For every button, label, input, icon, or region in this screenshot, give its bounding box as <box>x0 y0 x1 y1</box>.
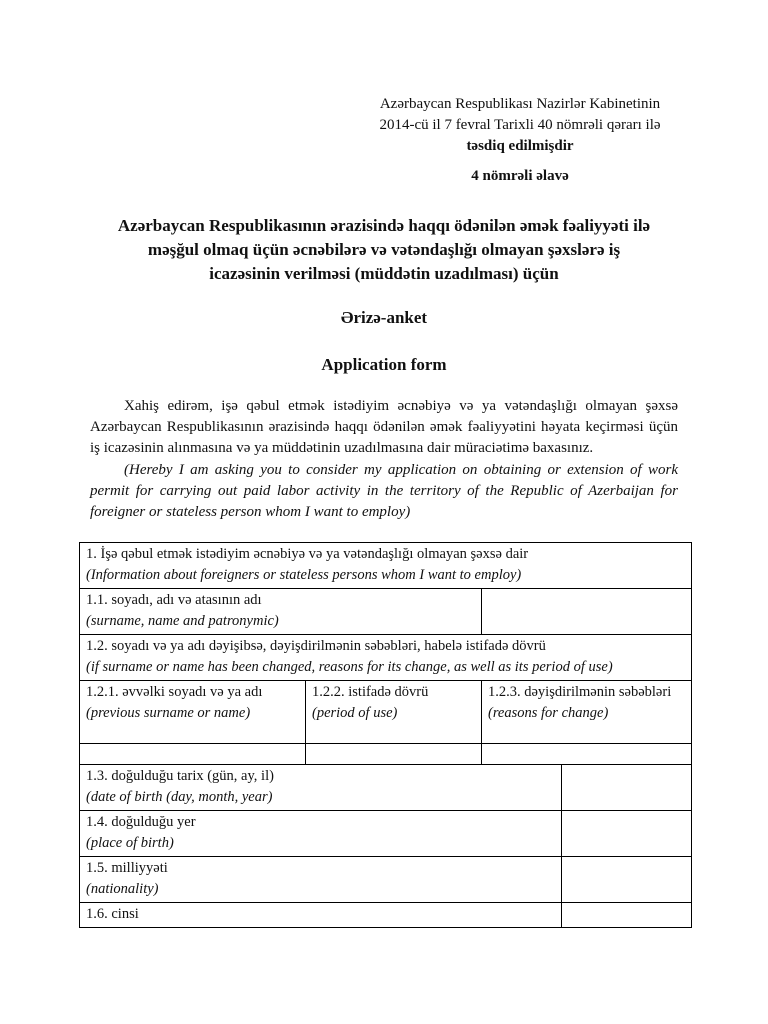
field-1-2-2-label-en: (period of use) <box>312 705 398 721</box>
field-1-1-row <box>80 589 692 635</box>
field-1-3-row <box>80 765 692 811</box>
field-1-3-label-cell <box>80 765 562 811</box>
field-1-4-row <box>80 811 692 857</box>
request-paragraph-az: Xahiş edirəm, işə qəbul etmək istədiyim əcnəbiyə və ya vətəndaşlığı olmayan şəxsə Azərbaycan Respublikasının ərazisində haqqı ödənilən əmək fəaliyyətini həyata keçirməsi üçün iş icazəsinin alınmasına və ya müddətinin uzadılmasına dair müraciətimə baxasınız. <box>90 398 678 456</box>
subtitle-english: Application form <box>321 355 447 374</box>
approval-block <box>300 94 740 187</box>
section-1-label-en: (Information about foreigners or stateless persons whom I want to employ) <box>86 567 522 583</box>
field-1-2-label-cell <box>80 635 692 681</box>
field-1-5-input[interactable] <box>562 857 692 903</box>
field-1-2-label: 1.2. soyadı və ya adı dəyişibsə, dəyişdirilmənin səbəbləri, habelə istifadə dövrü <box>86 638 546 654</box>
title-line-2: məşğul olmaq üçün əcnəbilərə və vətəndaşlığı olmayan şəxslərə iş <box>147 240 621 259</box>
approval-line-1: Azərbaycan Respublikası Nazirlər Kabinetinin <box>379 96 661 112</box>
document-title <box>60 214 708 286</box>
field-1-1-label-en: (surname, name and patronymic) <box>86 613 279 629</box>
field-1-4-label: 1.4. doğulduğu yer <box>86 814 196 830</box>
subtitle-azerbaijani: Ərizə-anket <box>340 308 428 327</box>
request-paragraph-en: (Hereby I am asking you to consider my application on obtaining or extension of work permit for carrying out paid labor activity in the territory of the Republic of Azerbaijan for foreigner or stateless person whom I want to employ) <box>90 462 678 520</box>
approval-line-3: təsdiq edilmişdir <box>466 138 574 154</box>
field-1-2-3-label-en: (reasons for change) <box>488 705 609 721</box>
section-1-header <box>80 543 692 589</box>
field-1-5-label-cell <box>80 857 562 903</box>
field-1-1-label: 1.1. soyadı, adı və atasının adı <box>86 592 262 608</box>
field-1-2-2-label-cell <box>306 681 482 744</box>
field-1-3-label-en: (date of birth (day, month, year) <box>86 789 273 805</box>
field-1-4-label-en: (place of birth) <box>86 835 174 851</box>
field-1-2-row <box>80 635 692 681</box>
field-1-6-label: 1.6. cinsi <box>86 906 139 922</box>
approval-line-2: 2014-cü il 7 fevral Tarixli 40 nömrəli qərarı ilə <box>379 117 661 133</box>
field-1-4-label-cell <box>80 811 562 857</box>
field-1-2-3-label-cell <box>482 681 692 744</box>
field-1-2-1-input[interactable] <box>80 744 306 765</box>
field-1-2-sub-input-row <box>80 744 692 765</box>
field-1-3-input[interactable] <box>562 765 692 811</box>
field-1-2-sub-header-row <box>80 681 692 744</box>
field-1-1-input[interactable] <box>482 589 692 635</box>
field-1-2-3-label: 1.2.3. dəyişdirilmənin səbəbləri <box>488 684 672 700</box>
field-1-6-label-cell <box>80 903 562 928</box>
field-1-5-label: 1.5. milliyyəti <box>86 860 168 876</box>
field-1-5-row <box>80 857 692 903</box>
annex-number: 4 nömrəli əlavə <box>471 168 569 184</box>
application-form-table <box>79 542 692 928</box>
title-line-3: icazəsinin verilməsi (müddətin uzadılması) üçün <box>209 264 559 283</box>
field-1-2-1-label-en: (previous surname or name) <box>86 705 251 721</box>
title-line-1: Azərbaycan Respublikasının ərazisində haqqı ödənilən əmək fəaliyyəti ilə <box>117 216 651 235</box>
field-1-6-input[interactable] <box>562 903 692 928</box>
field-1-2-label-en: (if surname or name has been changed, reasons for its change, as well as its period of use) <box>86 659 613 675</box>
field-1-2-2-input[interactable] <box>306 744 482 765</box>
field-1-2-2-label: 1.2.2. istifadə dövrü <box>312 684 429 700</box>
section-1-label: 1. İşə qəbul etmək istədiyim əcnəbiyə və ya vətəndaşlığı olmayan şəxsə dair <box>86 546 529 562</box>
field-1-5-label-en: (nationality) <box>86 881 159 897</box>
field-1-2-1-label: 1.2.1. əvvəlki soyadı və ya adı <box>86 684 263 700</box>
request-text <box>90 396 678 523</box>
field-1-4-input[interactable] <box>562 811 692 857</box>
field-1-1-label-cell <box>80 589 482 635</box>
field-1-2-3-input[interactable] <box>482 744 692 765</box>
field-1-3-label: 1.3. doğulduğu tarix (gün, ay, il) <box>86 768 274 784</box>
section-1-header-row <box>80 543 692 589</box>
field-1-2-1-label-cell <box>80 681 306 744</box>
field-1-6-row <box>80 903 692 928</box>
